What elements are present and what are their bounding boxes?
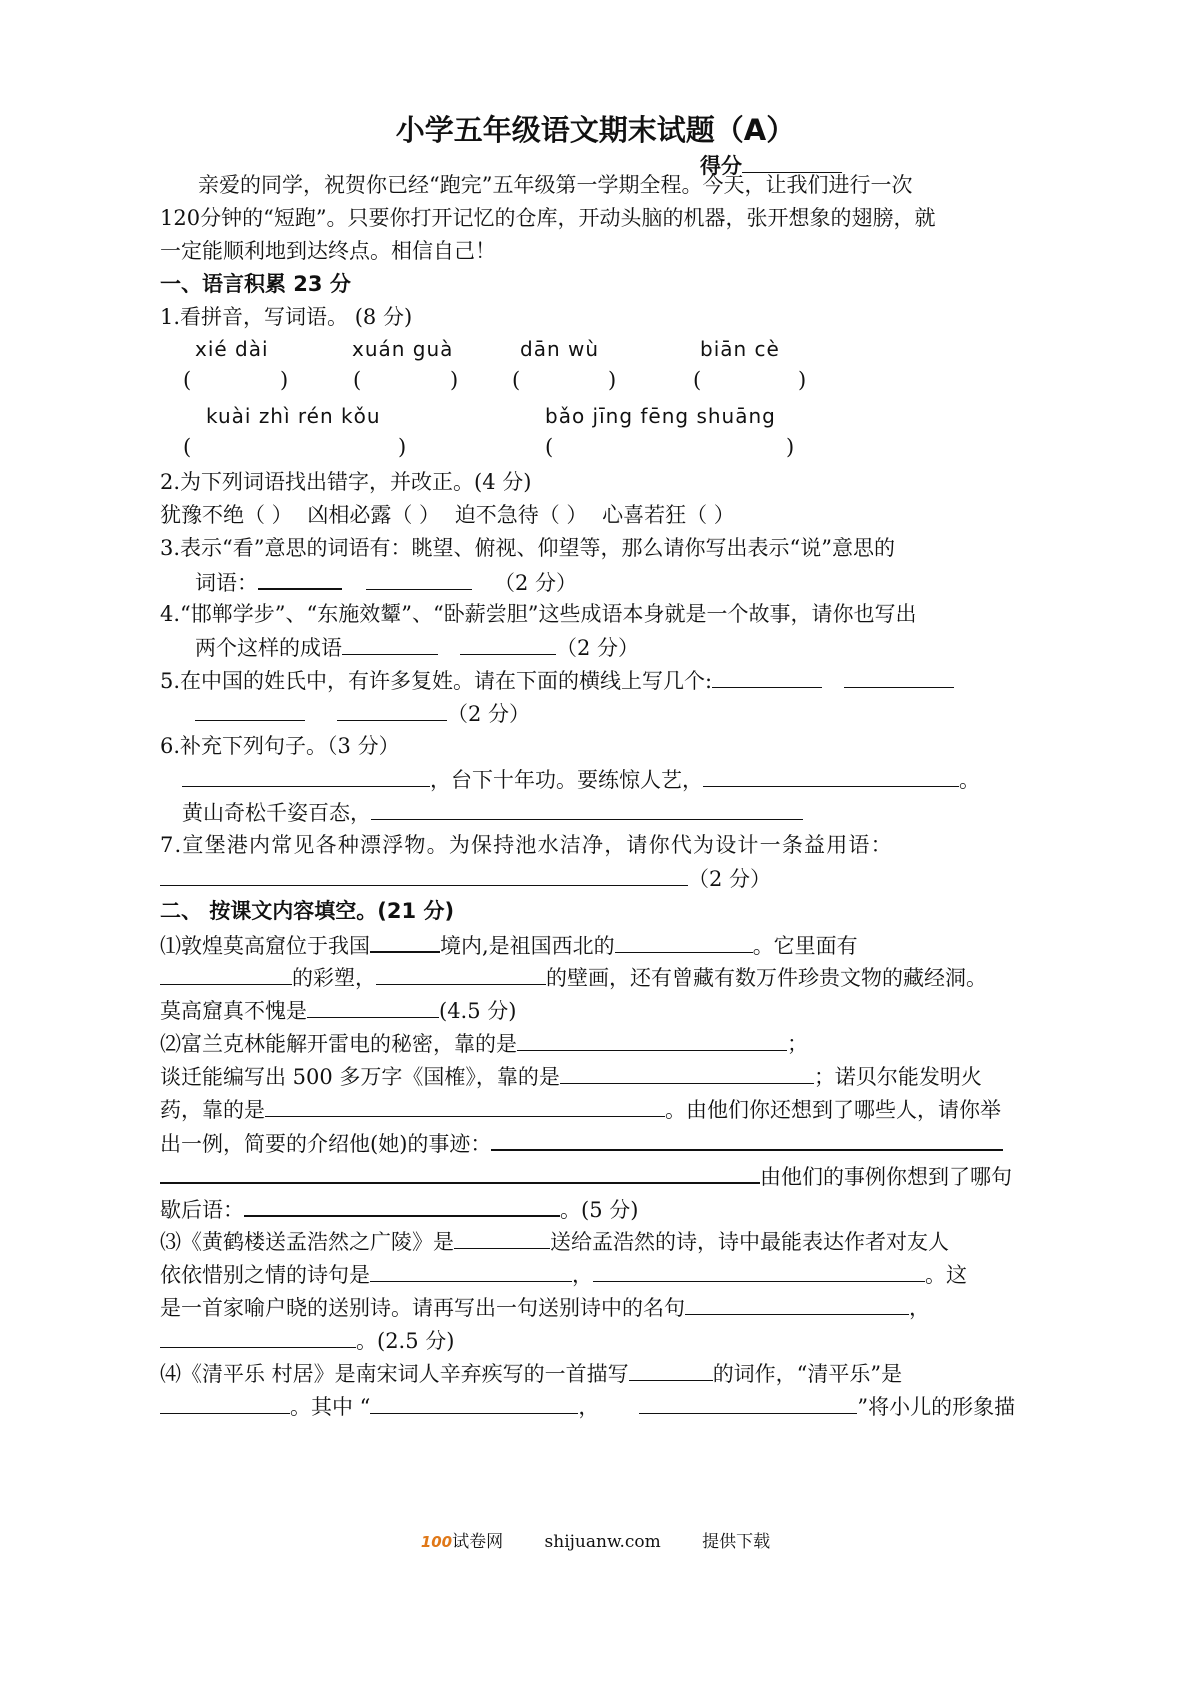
answer-box-3-end: ) — [608, 368, 617, 392]
q7-line-1: 7.宣堡港内常见各种漂浮物。为保持池水洁净，请你代为设计一条益用语： — [160, 833, 893, 857]
p1-score: (4.5 分) — [439, 999, 517, 1023]
p4-blank-2[interactable] — [160, 1391, 290, 1414]
p1-line-1 — [160, 929, 858, 961]
p2-blank-4[interactable] — [491, 1127, 1003, 1151]
answer-box-5[interactable]: ( — [183, 435, 192, 459]
answer-box-2[interactable]: ( — [353, 368, 362, 392]
p2-blank-1[interactable] — [517, 1028, 787, 1051]
p2-text-8: 由他们的事例你想到了哪句 — [760, 1165, 1012, 1189]
q6-text-a: ，台下十年功。要练惊人艺， — [430, 768, 703, 792]
p1-blank-4[interactable] — [376, 962, 546, 985]
p3-blank-1[interactable] — [454, 1226, 550, 1249]
p3-line-2 — [160, 1259, 967, 1290]
q3-score: （2 分） — [494, 571, 578, 595]
q4-blank-2[interactable] — [460, 632, 556, 655]
q6-text-a-end: 。 — [959, 768, 980, 792]
pinyin-6: bǎo jīng fēng shuāng — [545, 404, 776, 428]
p4-text-1: ⑷《清平乐 村居》是南宋词人辛弃疾写的一首描写 — [160, 1362, 629, 1386]
p4-line-2 — [160, 1391, 1015, 1422]
p4-blank-4[interactable] — [639, 1391, 857, 1414]
p2-text-2: ； — [787, 1032, 808, 1056]
q7-line-2 — [160, 863, 771, 894]
p2-blank-5[interactable] — [160, 1160, 760, 1184]
q4-score: （2 分） — [556, 636, 640, 660]
p3-text-1: ⑶《黄鹤楼送孟浩然之广陵》是 — [160, 1230, 454, 1254]
p2-line-1 — [160, 1028, 808, 1059]
pinyin-4: biān cè — [700, 337, 780, 361]
q5-score: （2 分） — [447, 702, 531, 726]
p3-line-4 — [160, 1325, 454, 1356]
p2-line-4 — [160, 1127, 1003, 1159]
q3-blank-2[interactable] — [366, 567, 472, 590]
p1-text-5: 的壁画，还有曾藏有数万件珍贵文物的藏经洞。 — [546, 966, 987, 990]
q2-item-4[interactable]: 心喜若狂（ ） — [602, 503, 735, 527]
q4-line-2 — [195, 632, 639, 663]
p1-blank-5[interactable] — [307, 995, 439, 1018]
section-1-heading: 一、语言积累 23 分 — [160, 272, 351, 296]
p3-text-4: ， — [572, 1263, 593, 1287]
answer-box-4[interactable]: ( — [693, 368, 702, 392]
p2-text-5: 药，靠的是 — [160, 1098, 265, 1122]
p3-text-6: 是一首家喻户晓的送别诗。请再写出一句送别诗中的名句 — [160, 1296, 685, 1320]
p2-blank-3[interactable] — [265, 1094, 665, 1117]
pinyin-1: xié dài — [195, 337, 269, 361]
intro-line-1: 亲爱的同学，祝贺你已经“跑完”五年级第一学期全程。今天，让我们进行一次 — [198, 173, 913, 197]
p3-text-2: 送给孟浩然的诗，诗中最能表达作者对友人 — [550, 1230, 949, 1254]
p1-text-6: 莫高窟真不愧是 — [160, 999, 307, 1023]
q3-line-1: 3.表示“看”意思的词语有：眺望、俯视、仰望等，那么请你写出表示“说”意思的 — [160, 536, 895, 560]
p1-blank-2[interactable] — [615, 930, 753, 953]
score-label: 得分 — [700, 154, 742, 178]
p4-blank-1[interactable] — [629, 1358, 713, 1381]
p4-text-2: 的词作，“清平乐”是 — [712, 1362, 903, 1386]
q7-score: （2 分） — [688, 867, 772, 891]
p1-text-2: 境内,是祖国西北的 — [440, 934, 615, 958]
p2-line-6 — [160, 1193, 638, 1225]
p1-text-3: 。它里面有 — [752, 934, 858, 958]
q7-blank[interactable] — [160, 863, 688, 886]
p2-line-5 — [160, 1160, 1012, 1192]
q6-blank-3[interactable] — [371, 797, 803, 820]
p3-blank-5[interactable] — [160, 1325, 356, 1348]
q2-item-2[interactable]: 凶相必露（ ） — [307, 503, 441, 527]
pinyin-3: dān wù — [520, 337, 600, 361]
p3-score: 。(2.5 分) — [356, 1329, 455, 1353]
site-name: 试卷网 — [452, 1532, 504, 1552]
q6-text-b: 黄山奇松千姿百态， — [182, 801, 371, 825]
q5-line-1 — [160, 665, 954, 696]
pinyin-2: xuán guà — [352, 337, 454, 361]
intro-line-3: 一定能顺利地到达终点。相信自己！ — [160, 239, 496, 263]
p1-line-2 — [160, 962, 987, 993]
p3-text-5: 。这 — [925, 1263, 967, 1287]
p2-text-1: ⑵富兰克林能解开雷电的秘密，靠的是 — [160, 1032, 517, 1056]
section-2-heading: 二、 按课文内容填空。(21 分) — [160, 899, 455, 923]
p1-blank-1[interactable] — [370, 929, 440, 953]
p1-blank-3[interactable] — [160, 962, 292, 985]
p3-text-3: 依依惜别之情的诗句是 — [160, 1263, 370, 1287]
p2-text-9: 歇后语： — [160, 1198, 244, 1222]
q6-line-b — [182, 797, 803, 828]
answer-box-2-end: ) — [450, 368, 459, 392]
p1-line-3 — [160, 995, 516, 1026]
q3-blank-1[interactable] — [258, 566, 342, 590]
site-domain-link[interactable]: shijuanw.com — [544, 1532, 661, 1552]
q3-prefix: 词语： — [195, 571, 258, 595]
p3-blank-3[interactable] — [593, 1259, 925, 1282]
q5-line-2 — [195, 698, 530, 729]
q2-item-3[interactable]: 迫不急待（ ） — [454, 503, 588, 527]
q5-blank-2[interactable] — [844, 665, 954, 688]
q2-label: 2.为下列词语找出错字，并改正。(4 分) — [160, 470, 532, 494]
q6-blank-2[interactable] — [703, 764, 959, 787]
answer-box-6[interactable]: ( — [545, 435, 554, 459]
site-logo: 100 — [420, 1533, 453, 1551]
p2-line-3 — [160, 1094, 1001, 1125]
q5-blank-4[interactable] — [337, 698, 447, 721]
answer-box-3[interactable]: ( — [512, 368, 521, 392]
page-footer — [0, 1527, 1191, 1552]
q4-line-1: 4.“邯郸学步”、“东施效颦”、“卧薪尝胆”这些成语本身就是一个故事，请你也写出 — [160, 602, 917, 626]
p3-blank-2[interactable] — [370, 1259, 572, 1282]
p2-score: 。(5 分) — [560, 1198, 639, 1222]
p3-line-1 — [160, 1226, 949, 1257]
p1-text-4: 的彩塑， — [292, 966, 376, 990]
p3-line-3 — [160, 1292, 930, 1323]
p4-text-5: ”将小儿的形象描 — [857, 1395, 1016, 1419]
answer-box-5-end: ) — [398, 435, 407, 459]
p2-blank-2[interactable] — [560, 1061, 814, 1084]
q3-line-2 — [195, 566, 577, 598]
p2-blank-6[interactable] — [244, 1193, 560, 1217]
q5-blank-3[interactable] — [195, 698, 305, 721]
answer-box-1-end: ) — [280, 368, 289, 392]
q4-blank-1[interactable] — [342, 632, 438, 655]
q2-item-1[interactable]: 犹豫不绝（ ） — [160, 503, 293, 527]
page-title: 小学五年级语文期末试题（A） — [395, 113, 796, 147]
p2-line-2 — [160, 1061, 982, 1092]
p4-text-3: 。其中 “ — [290, 1395, 371, 1419]
answer-box-6-end: ) — [786, 435, 795, 459]
q5-blank-1[interactable] — [712, 665, 822, 688]
p3-blank-4[interactable] — [685, 1292, 909, 1315]
p4-line-1 — [160, 1358, 902, 1389]
p3-text-7: ， — [909, 1296, 930, 1320]
answer-box-1[interactable]: ( — [183, 368, 192, 392]
pinyin-5: kuài zhì rén kǒu — [206, 404, 381, 428]
intro-line-2: 120分钟的“短跑”。只要你打开记忆的仓库，开动头脑的机器，张开想象的翅膀，就 — [160, 206, 936, 230]
q6-label: 6.补充下列句子。（3 分） — [160, 734, 400, 758]
p1-text-1: ⑴敦煌莫高窟位于我国 — [160, 934, 370, 958]
p4-blank-3[interactable] — [370, 1391, 578, 1414]
q2-items — [160, 500, 735, 530]
p2-text-3: 谈迁能编写出 500 多万字《国榷》，靠的是 — [160, 1065, 560, 1089]
p2-text-4: ；诺贝尔能发明火 — [813, 1065, 982, 1089]
q1-label: 1.看拼音，写词语。 (8 分) — [160, 305, 413, 329]
download-note: 提供下载 — [702, 1532, 771, 1552]
q6-line-a — [182, 764, 980, 795]
q6-blank-1[interactable] — [182, 764, 430, 787]
answer-box-4-end: ) — [798, 368, 807, 392]
p2-text-6: 。由他们你还想到了哪些人，请你举 — [665, 1098, 1001, 1122]
q5-text: 5.在中国的姓氏中，有许多复姓。请在下面的横线上写几个: — [160, 669, 713, 693]
q4-prefix: 两个这样的成语 — [195, 636, 342, 660]
p4-text-4: ， — [578, 1395, 600, 1419]
p2-text-7: 出一例，简要的介绍他(她)的事迹： — [160, 1132, 492, 1156]
